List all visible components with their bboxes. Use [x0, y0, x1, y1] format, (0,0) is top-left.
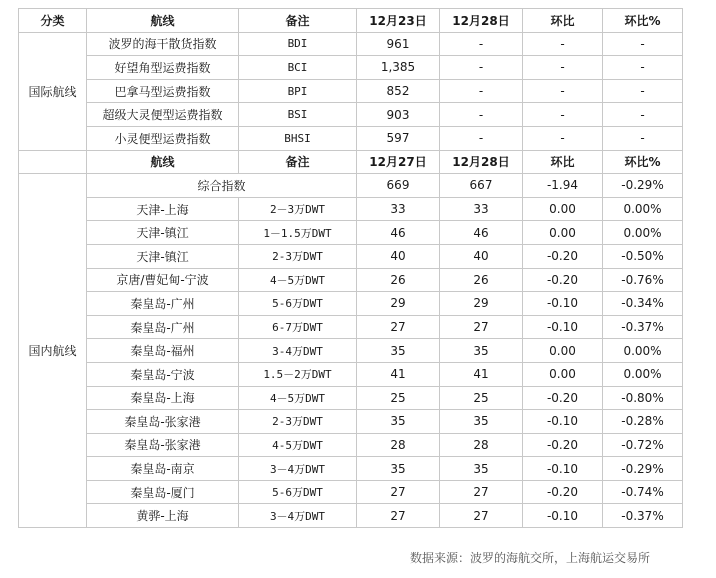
change-percent-cell: -0.29% — [603, 174, 683, 198]
route-cell: 秦皇岛-南京 — [87, 457, 239, 481]
value-cell: 28 — [357, 433, 440, 457]
value-cell: - — [440, 32, 523, 56]
value-cell: - — [440, 79, 523, 103]
value-cell: 35 — [357, 339, 440, 363]
note-cell: 3－4万DWT — [239, 457, 357, 481]
change-percent-cell: -0.74% — [603, 480, 683, 504]
value-cell: 33 — [440, 197, 523, 221]
change-percent-cell: -0.76% — [603, 268, 683, 292]
value-cell: 35 — [440, 410, 523, 434]
change-percent-cell: -0.72% — [603, 433, 683, 457]
note-cell: BCI — [239, 56, 357, 80]
route-cell: 天津-上海 — [87, 197, 239, 221]
change-cell: 0.00 — [523, 197, 603, 221]
route-cell: 秦皇岛-广州 — [87, 292, 239, 316]
category-label: 国内航线 — [19, 174, 87, 528]
note-cell: BDI — [239, 32, 357, 56]
table-row — [19, 410, 683, 434]
route-cell: 秦皇岛-福州 — [87, 339, 239, 363]
note-cell: 2-3万DWT — [239, 244, 357, 268]
value-cell: 903 — [357, 103, 440, 127]
change-cell: 0.00 — [523, 339, 603, 363]
category-label: 国际航线 — [19, 32, 87, 150]
change-percent-cell: -0.80% — [603, 386, 683, 410]
route-cell: 秦皇岛-张家港 — [87, 410, 239, 434]
composite-row — [19, 174, 683, 198]
value-cell: 35 — [440, 339, 523, 363]
route-cell: 波罗的海干散货指数 — [87, 32, 239, 56]
note-cell: 5-6万DWT — [239, 480, 357, 504]
value-cell: 40 — [357, 244, 440, 268]
route-cell: 秦皇岛-宁波 — [87, 362, 239, 386]
value-cell: 27 — [357, 504, 440, 528]
route-cell: 小灵便型运费指数 — [87, 126, 239, 150]
change-percent-cell: 0.00% — [603, 362, 683, 386]
intl-header-row — [19, 9, 683, 33]
change-percent-cell: - — [603, 56, 683, 80]
column-header: 12月28日 — [440, 9, 523, 33]
table-row — [19, 244, 683, 268]
value-cell: 26 — [440, 268, 523, 292]
route-cell: 秦皇岛-上海 — [87, 386, 239, 410]
domestic-header-row — [19, 150, 683, 174]
note-cell: 3－4万DWT — [239, 504, 357, 528]
table-row — [19, 362, 683, 386]
value-cell: 27 — [357, 480, 440, 504]
change-percent-cell: -0.37% — [603, 315, 683, 339]
column-header: 航线 — [87, 9, 239, 33]
value-cell: 29 — [440, 292, 523, 316]
column-header: 备注 — [239, 150, 357, 174]
change-percent-cell: 0.00% — [603, 197, 683, 221]
change-cell: -0.10 — [523, 457, 603, 481]
value-cell: 35 — [357, 457, 440, 481]
table-body — [19, 9, 683, 528]
change-percent-cell: -0.50% — [603, 244, 683, 268]
value-cell: 29 — [357, 292, 440, 316]
value-cell: 25 — [357, 386, 440, 410]
table-row — [19, 32, 683, 56]
note-cell: 3-4万DWT — [239, 339, 357, 363]
change-cell: 0.00 — [523, 221, 603, 245]
column-header: 环比 — [523, 150, 603, 174]
change-percent-cell: -0.29% — [603, 457, 683, 481]
change-cell: - — [523, 126, 603, 150]
note-cell: BSI — [239, 103, 357, 127]
column-header: 12月28日 — [440, 150, 523, 174]
note-cell: BHSI — [239, 126, 357, 150]
change-cell: - — [523, 32, 603, 56]
column-header: 12月23日 — [357, 9, 440, 33]
route-cell: 天津-镇江 — [87, 221, 239, 245]
table-row — [19, 504, 683, 528]
column-header: 环比% — [603, 9, 683, 33]
value-cell: - — [440, 126, 523, 150]
value-cell: 961 — [357, 32, 440, 56]
note-cell: 5-6万DWT — [239, 292, 357, 316]
table-row — [19, 56, 683, 80]
note-cell: 2－3万DWT — [239, 197, 357, 221]
table-row — [19, 221, 683, 245]
change-percent-cell: - — [603, 32, 683, 56]
table-row — [19, 315, 683, 339]
value-cell: 46 — [357, 221, 440, 245]
value-cell: 40 — [440, 244, 523, 268]
note-cell: 6-7万DWT — [239, 315, 357, 339]
change-cell: -1.94 — [523, 174, 603, 198]
change-percent-cell: - — [603, 103, 683, 127]
table-row — [19, 103, 683, 127]
value-cell: 33 — [357, 197, 440, 221]
change-percent-cell: -0.34% — [603, 292, 683, 316]
value-cell: 28 — [440, 433, 523, 457]
note-cell: BPI — [239, 79, 357, 103]
route-cell: 巴拿马型运费指数 — [87, 79, 239, 103]
value-cell: 26 — [357, 268, 440, 292]
route-cell: 京唐/曹妃甸-宁波 — [87, 268, 239, 292]
change-cell: -0.20 — [523, 433, 603, 457]
freight-index-table-container — [18, 8, 682, 565]
column-header: 环比% — [603, 150, 683, 174]
value-cell: 27 — [357, 315, 440, 339]
table-row — [19, 339, 683, 363]
column-header: 备注 — [239, 9, 357, 33]
change-cell: 0.00 — [523, 362, 603, 386]
table-row — [19, 480, 683, 504]
value-cell: 27 — [440, 504, 523, 528]
route-cell: 秦皇岛-张家港 — [87, 433, 239, 457]
change-cell: -0.10 — [523, 292, 603, 316]
route-cell: 黄骅-上海 — [87, 504, 239, 528]
change-percent-cell: -0.37% — [603, 504, 683, 528]
table-row — [19, 386, 683, 410]
value-cell: 27 — [440, 480, 523, 504]
composite-label: 综合指数 — [87, 174, 357, 198]
value-cell: 25 — [440, 386, 523, 410]
change-percent-cell: 0.00% — [603, 339, 683, 363]
value-cell: 35 — [440, 457, 523, 481]
change-percent-cell: - — [603, 126, 683, 150]
change-cell: -0.20 — [523, 386, 603, 410]
column-header: 12月27日 — [357, 150, 440, 174]
table-row — [19, 292, 683, 316]
value-cell: 597 — [357, 126, 440, 150]
table-row — [19, 457, 683, 481]
change-cell: -0.20 — [523, 268, 603, 292]
route-cell: 秦皇岛-广州 — [87, 315, 239, 339]
value-cell: 1,385 — [357, 56, 440, 80]
change-cell: - — [523, 103, 603, 127]
change-cell: -0.10 — [523, 504, 603, 528]
value-cell: 41 — [357, 362, 440, 386]
change-cell: -0.20 — [523, 244, 603, 268]
change-cell: - — [523, 56, 603, 80]
note-cell: 4-5万DWT — [239, 433, 357, 457]
change-percent-cell: 0.00% — [603, 221, 683, 245]
empty-header-cell — [19, 150, 87, 174]
change-cell: -0.10 — [523, 410, 603, 434]
note-cell: 2-3万DWT — [239, 410, 357, 434]
note-cell: 4－5万DWT — [239, 268, 357, 292]
value-cell: 35 — [357, 410, 440, 434]
freight-index-table — [18, 8, 683, 528]
table-row — [19, 79, 683, 103]
note-cell: 1－1.5万DWT — [239, 221, 357, 245]
column-header: 航线 — [87, 150, 239, 174]
value-cell: 667 — [440, 174, 523, 198]
change-cell: -0.10 — [523, 315, 603, 339]
note-cell: 1.5－2万DWT — [239, 362, 357, 386]
change-cell: - — [523, 79, 603, 103]
value-cell: - — [440, 103, 523, 127]
table-row — [19, 268, 683, 292]
change-percent-cell: - — [603, 79, 683, 103]
column-header: 环比 — [523, 9, 603, 33]
table-row — [19, 433, 683, 457]
value-cell: 41 — [440, 362, 523, 386]
value-cell: 852 — [357, 79, 440, 103]
route-cell: 超级大灵便型运费指数 — [87, 103, 239, 127]
table-row — [19, 197, 683, 221]
route-cell: 好望角型运费指数 — [87, 56, 239, 80]
change-cell: -0.20 — [523, 480, 603, 504]
table-row — [19, 126, 683, 150]
route-cell: 秦皇岛-厦门 — [87, 480, 239, 504]
route-cell: 天津-镇江 — [87, 244, 239, 268]
value-cell: 46 — [440, 221, 523, 245]
change-percent-cell: -0.28% — [603, 410, 683, 434]
note-cell: 4－5万DWT — [239, 386, 357, 410]
value-cell: 669 — [357, 174, 440, 198]
data-source-note: 数据来源：波罗的海航交所，上海航运交易所 — [409, 551, 650, 565]
value-cell: - — [440, 56, 523, 80]
column-header: 分类 — [19, 9, 87, 33]
value-cell: 27 — [440, 315, 523, 339]
